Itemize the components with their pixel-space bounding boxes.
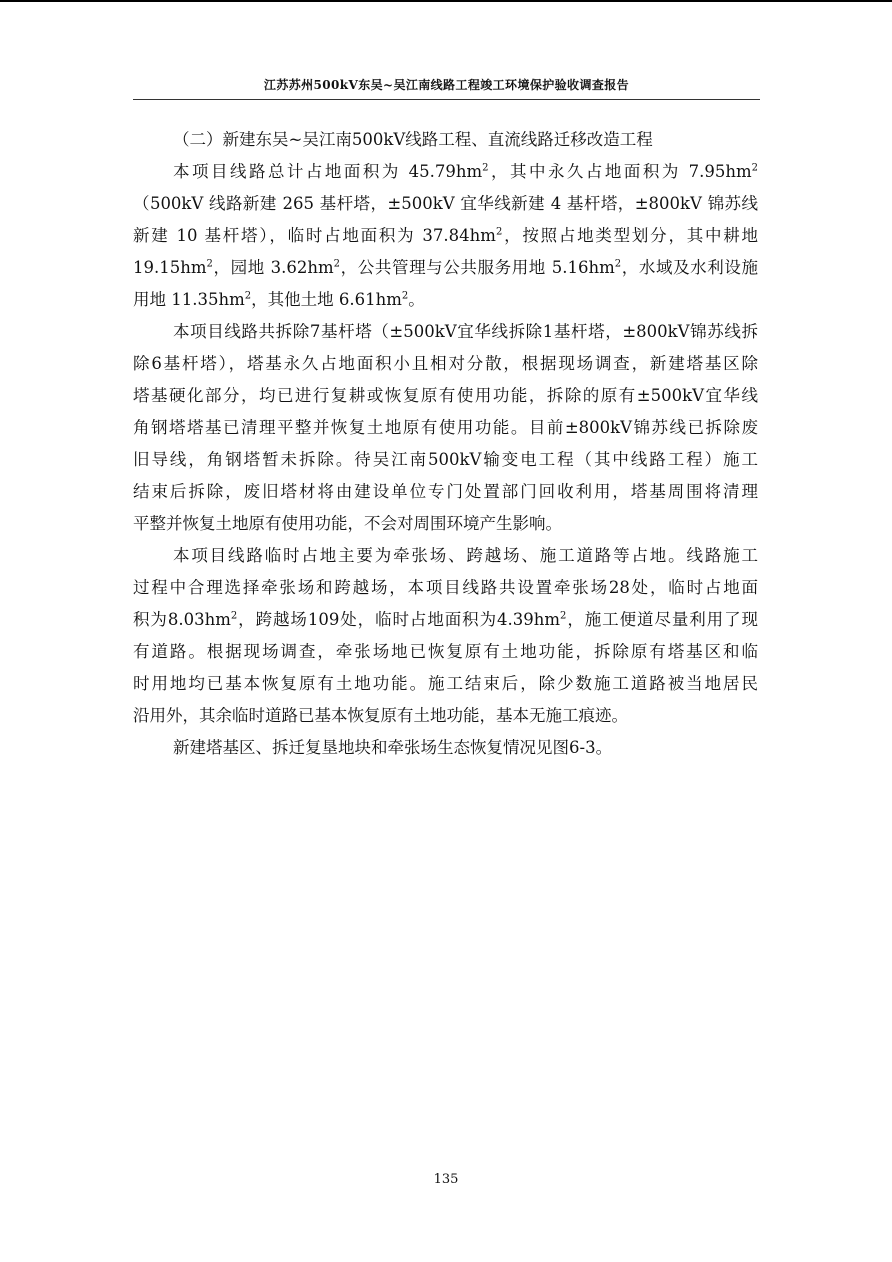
paragraph-line: 积为$8.03hm^2$，跨越场109处，临时占地面积为$4.39hm^2$，施工便道尽量利用了现 xyxy=(133,610,759,629)
header-rule xyxy=(133,99,760,100)
body-paragraph xyxy=(133,156,758,316)
body-paragraph xyxy=(133,316,758,540)
body-paragraphs xyxy=(133,156,758,764)
paragraph-line: 塔基硬化部分，均已进行复耕或恢复原有使用功能，拆除的原有±500kV宜华线 xyxy=(133,386,758,405)
page-number: 135 xyxy=(433,1172,459,1187)
paragraph-line: 新建 10 基杆塔），临时占地面积为 $37.84hm^2$，按照占地类型划分，其中耕地 xyxy=(133,226,758,245)
paragraph-line: 本项目线路共拆除7基杆塔（±500kV宜华线拆除1基杆塔，±800kV锦苏线拆 xyxy=(173,322,758,341)
paragraph-line: $19.15hm^2$，园地 $3.62hm^2$，公共管理与公共服务用地 $5.16hm^2$，水域及水利设施 xyxy=(133,258,758,277)
paragraph-line: 除6基杆塔），塔基永久占地面积小且相对分散，根据现场调查，新建塔基区除 xyxy=(133,354,758,373)
paragraph-line: 平整并恢复土地原有使用功能，不会对周围环境产生影响。 xyxy=(133,514,562,533)
paragraph-line: 旧导线，角钢塔暂未拆除。待吴江南500kV输变电工程（其中线路工程）施工 xyxy=(133,450,758,469)
running-header: 江苏苏州500kV东吴~吴江南线路工程竣工环境保护验收调查报告 xyxy=(263,78,630,92)
paragraph-line: 结束后拆除，废旧塔材将由建设单位专门处置部门回收利用，塔基周围将清理 xyxy=(133,482,758,501)
paragraph-line: 用地 $11.35hm^2$，其他土地 $6.61hm^2$。 xyxy=(133,290,425,309)
paragraph-line: 新建塔基区、拆迁复垦地块和牵张场生态恢复情况见图6-3。 xyxy=(173,738,613,757)
paragraph-line: 本项目线路总计占地面积为 $45.79hm^2$，其中永久占地面积为 $7.95hm^2$ xyxy=(173,162,758,181)
body-paragraph xyxy=(133,540,758,732)
paragraph-line: （500kV 线路新建 265 基杆塔，±500kV 宜华线新建 4 基杆塔，±800kV 锦苏线 xyxy=(133,194,758,213)
paragraph-line: 沿用外，其余临时道路已基本恢复原有土地功能，基本无施工痕迹。 xyxy=(133,706,628,725)
paragraph-line: 时用地均已基本恢复原有土地功能。施工结束后，除少数施工道路被当地居民 xyxy=(133,674,758,693)
paragraph-line: 本项目线路临时占地主要为牵张场、跨越场、施工道路等占地。线路施工 xyxy=(173,546,758,565)
paragraph-line: 有道路。根据现场调查，牵张场地已恢复原有土地功能，拆除原有塔基区和临 xyxy=(133,642,758,661)
body-paragraph xyxy=(133,732,758,764)
section-heading: （二）新建东吴~吴江南500kV线路工程、直流线路迁移改造工程 xyxy=(173,130,653,149)
top-edge-rule xyxy=(0,0,892,2)
paragraph-line: 角钢塔塔基已清理平整并恢复土地原有使用功能。目前±800kV锦苏线已拆除废 xyxy=(133,418,758,437)
paragraph-line: 过程中合理选择牵张场和跨越场，本项目线路共设置牵张场28处，临时占地面 xyxy=(133,578,758,597)
page-body xyxy=(133,124,758,764)
